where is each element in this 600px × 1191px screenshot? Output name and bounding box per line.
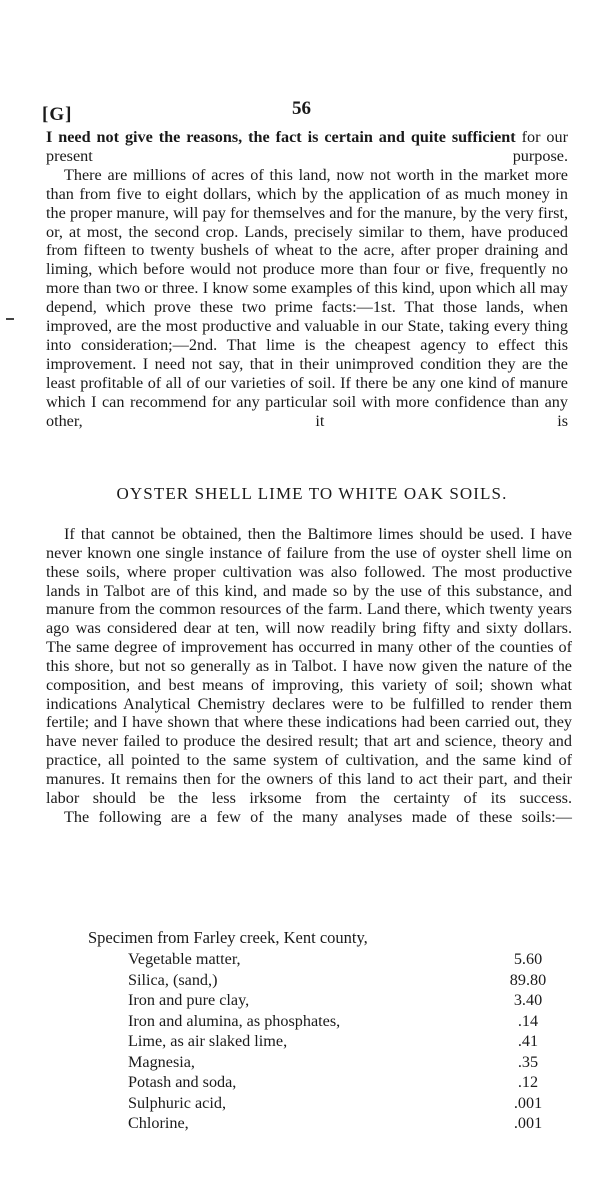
analysis-value: .35 xyxy=(517,1052,539,1071)
analysis-row xyxy=(128,1094,558,1115)
analysis-value: 89.80 xyxy=(509,970,547,989)
analysis-component: Magnesia, xyxy=(128,1052,195,1071)
analysis-component: Vegetable matter, xyxy=(128,950,241,968)
analysis-component: Iron and alumina, as phosphates, xyxy=(128,1011,341,1030)
section-heading: OYSTER SHELL LIME TO WHITE OAK SOILS. xyxy=(116,484,508,503)
analysis-row xyxy=(128,1032,558,1053)
analysis-row xyxy=(128,1073,558,1094)
paragraph-lands: There are millions of acres of this land, now not worth in the market more than from five to eight dollars, which by the application of as much money in the proper manure, will pay for themselves and for the manure, by the very first, or, at most, the second crop. Lands, precisely similar to them, have produced from fifteen to twenty bushels of wheat to the acre, after proper draining and liming, which before would not produce more than four or five, frequently no more than two or three. I know some examples of this kind, upon which all may depend, which prove these two prime facts:—1st. That those lands, when improved, are the most productive and valuable in our State, taking every thing into consideration;—2nd. That lime is the cheapest agency to effect this improvement. I need not say, that in their unimproved condition they are the least profitable of all of our varieties of soil. If there be any one kind of manure which I can recommend for any particular soil with more confidence than any other, it is xyxy=(46,165,568,430)
body-text-upper xyxy=(46,128,568,431)
analysis-row xyxy=(128,1053,558,1074)
paragraph-continuation xyxy=(46,128,568,166)
analysis-row xyxy=(128,950,558,971)
analysis-value: .12 xyxy=(517,1073,539,1091)
analysis-value: .001 xyxy=(513,1093,543,1112)
page-number: 56 xyxy=(292,98,311,119)
body-text-lower xyxy=(46,525,572,827)
paragraph-continuation-rest: for our present purpose. xyxy=(46,128,569,165)
specimen-label: Specimen from Farley creek, Kent county, xyxy=(88,928,368,947)
analysis-component: Potash and soda, xyxy=(128,1073,237,1091)
analysis-value: 5.60 xyxy=(513,950,543,968)
analysis-row xyxy=(128,971,558,992)
analysis-value: .14 xyxy=(517,1011,539,1030)
signature-mark: [G] xyxy=(42,104,73,125)
margin-mark xyxy=(6,318,14,320)
paragraph-analyses-intro: The following are a few of the many analyses made of these soils:— xyxy=(64,807,572,826)
analysis-value: .001 xyxy=(513,1114,543,1132)
analysis-row xyxy=(128,1114,558,1135)
analysis-component: Silica, (sand,) xyxy=(128,970,218,989)
analysis-component: Iron and pure clay, xyxy=(128,991,250,1009)
analysis-value: 3.40 xyxy=(513,991,543,1009)
paragraph-lead-line: I need not give the reasons, the fact is certain and quite sufficient xyxy=(46,128,516,146)
analysis-component: Sulphuric acid, xyxy=(128,1093,227,1112)
analysis-component: Lime, as air slaked lime, xyxy=(128,1032,288,1050)
paragraph-oyster-lime: If that cannot be obtained, then the Baltimore limes should be used. I have never known one single instance of failure from the use of oyster shell lime on these soils, where proper cultivation was also followed. The most productive lands in Talbot are of this kind, and made so by the use of this substance, and manure from the common resources of the farm. Land there, which twenty years ago was considered dear at ten, will now readily bring fifty and sixty dollars. The same degree of improvement has occurred in many other of the counties of this shore, but not so generally as in Talbot. I have now given the nature of the composition, and best means of improving, this variety of soil; shown what indications Analytical Chemistry declares were to be fulfilled to render them fertile; and I have shown that where these indications had been carried out, they have never failed to produce the desired result; that art and science, theory and practice, all pointed to the same system of cultivation, and the same kind of manures. It remains then for the owners of this land to act their part, and their labor should be the less irksome from the certainty of its success. xyxy=(46,525,572,807)
analysis-row xyxy=(128,991,558,1012)
analysis-component: Chlorine, xyxy=(128,1114,189,1132)
analysis-row xyxy=(128,1012,558,1033)
analysis-table xyxy=(128,950,558,1135)
analysis-value: .41 xyxy=(517,1032,539,1050)
